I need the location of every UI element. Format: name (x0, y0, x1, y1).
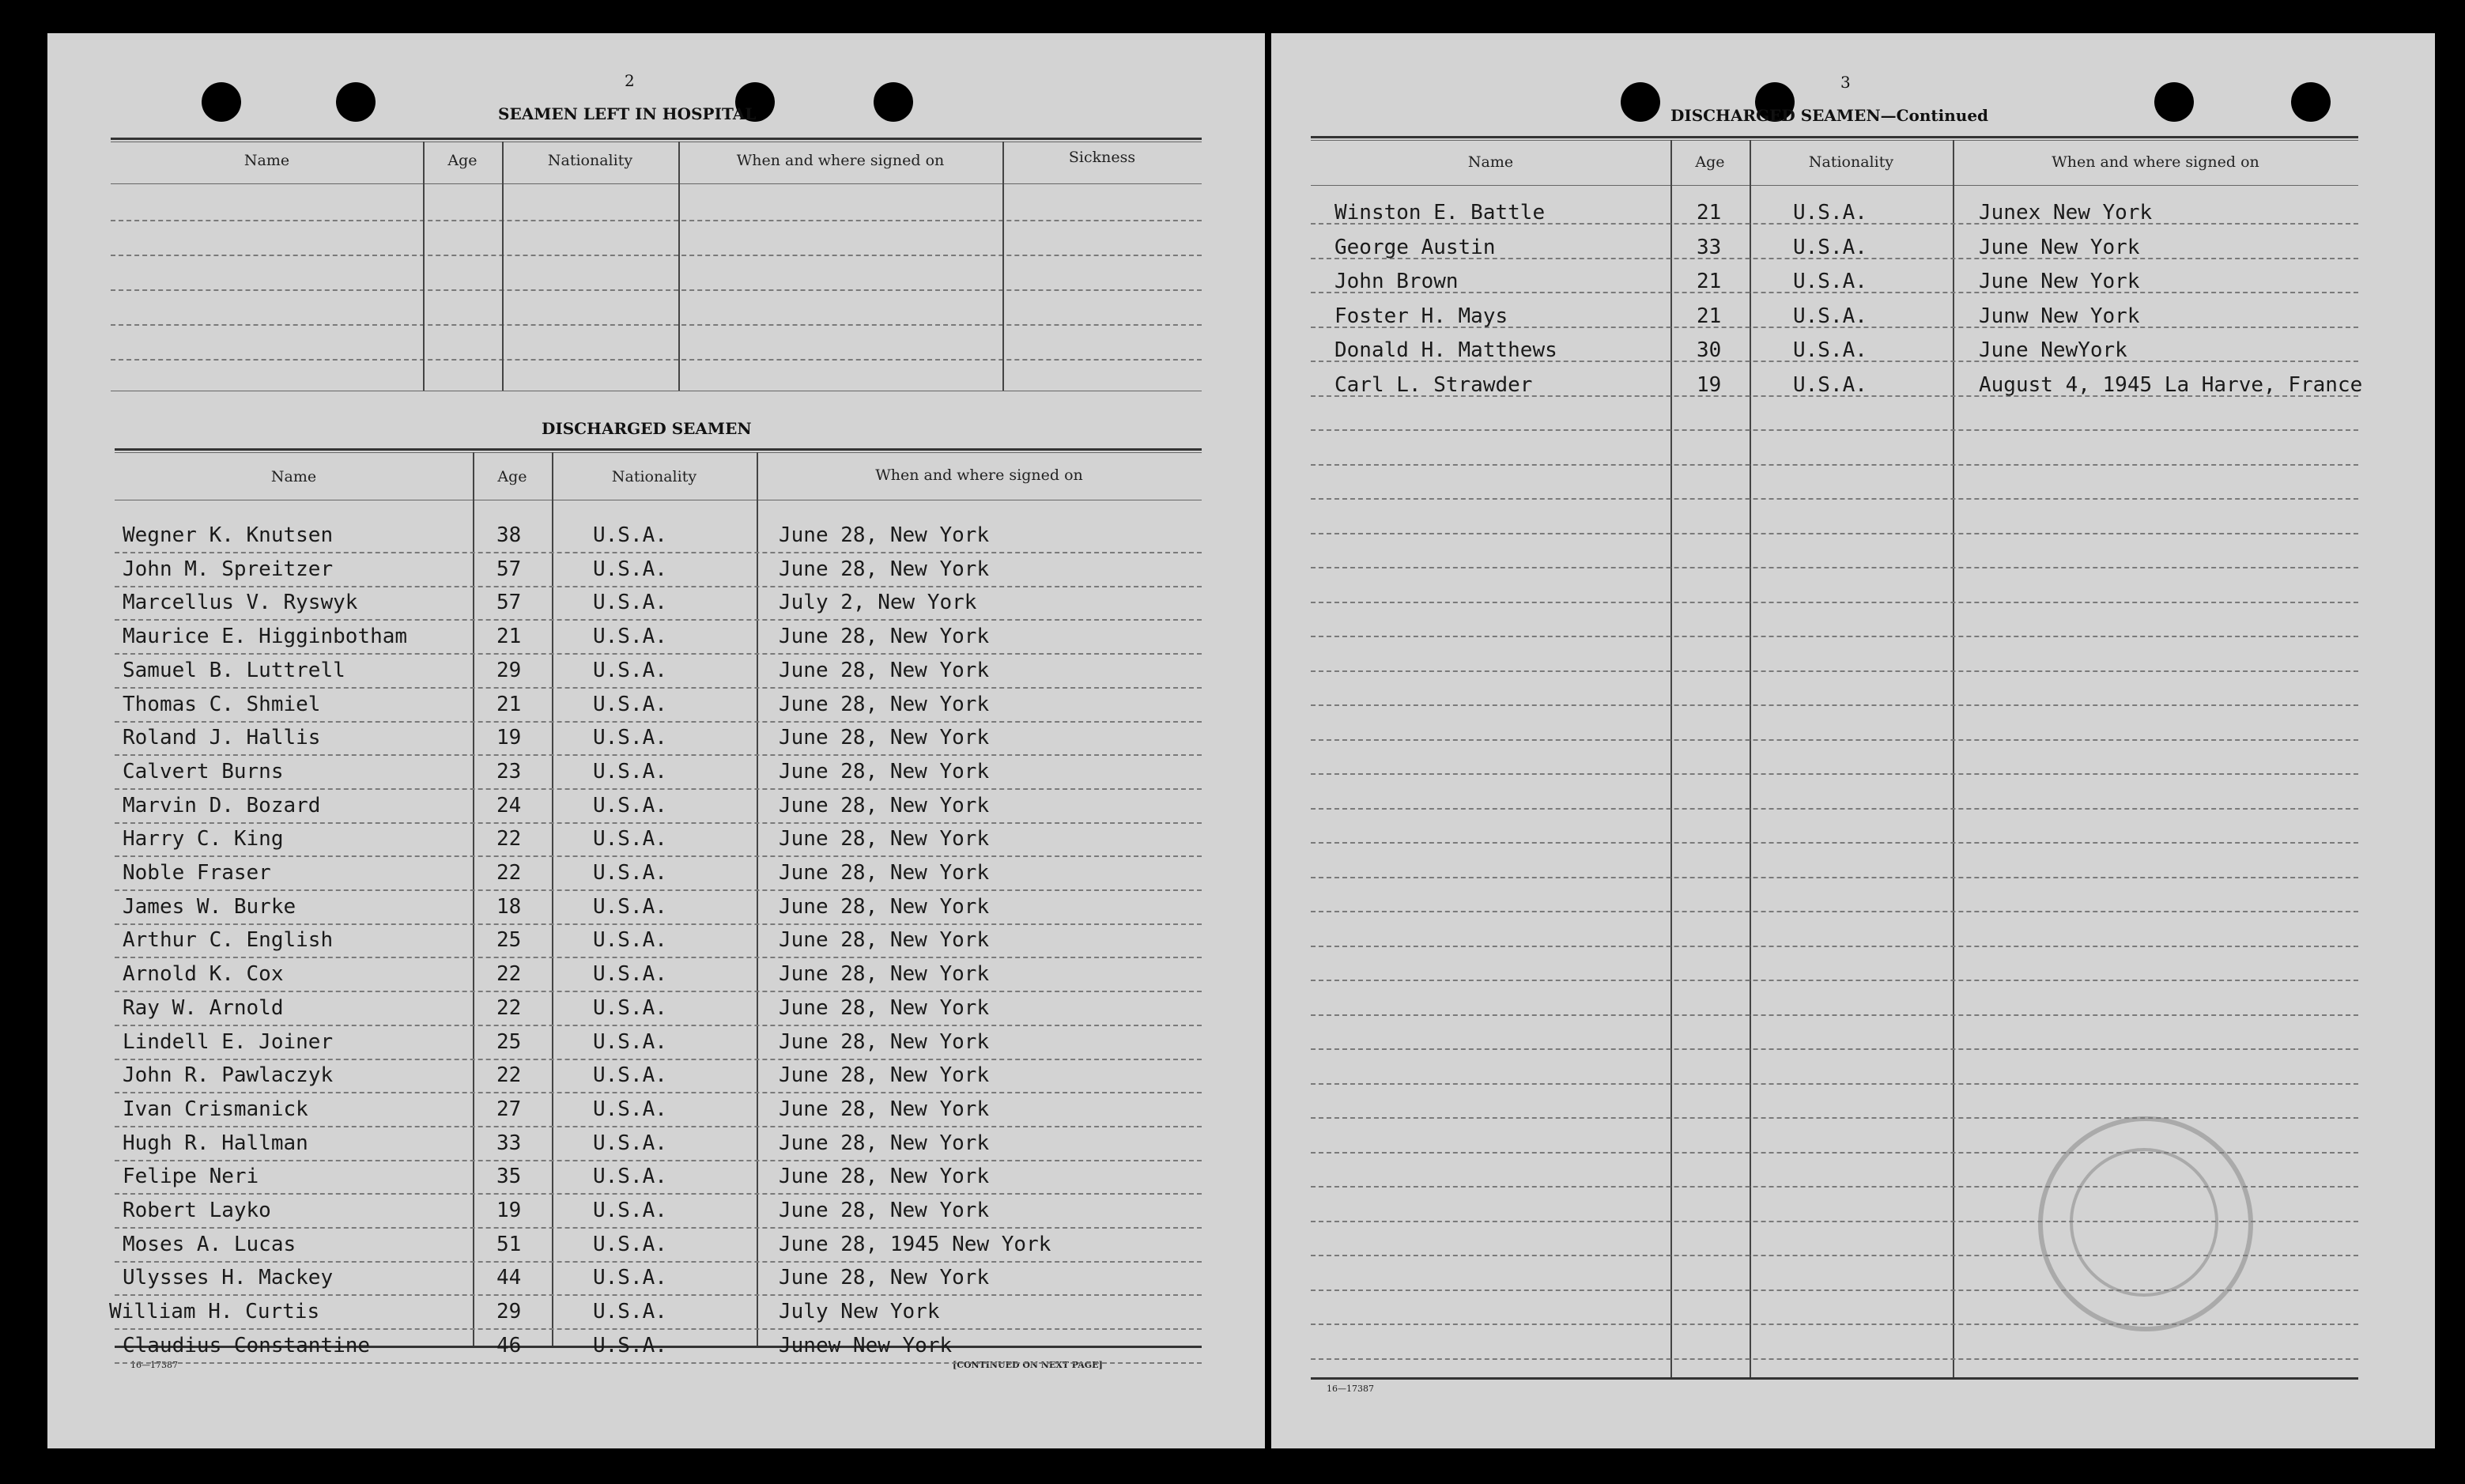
row-rule (115, 1227, 1202, 1229)
seaman-age: 29 (496, 1300, 522, 1324)
seaman-name: John Brown (1334, 270, 1459, 293)
seaman-age: 27 (496, 1097, 522, 1121)
seaman-signed-on: June 28, New York (779, 759, 990, 784)
column-header-signed-on: When and where signed on (2052, 153, 2259, 171)
row-rule (1311, 911, 2358, 912)
row-rule (111, 359, 1202, 361)
seaman-signed-on: June 28, New York (779, 625, 990, 649)
punch-hole (2154, 82, 2194, 122)
seaman-signed-on: June 28, New York (779, 995, 990, 1020)
seaman-signed-on: June 28, New York (779, 894, 990, 919)
seaman-name: William H. Curtis (109, 1300, 320, 1324)
seaman-signed-on: June 28, New York (779, 827, 990, 852)
column-header-age: Age (447, 152, 478, 169)
page-number: 3 (1840, 73, 1851, 92)
seaman-name: Wegner K. Knutsen (123, 523, 334, 547)
seaman-name: John M. Spreitzer (123, 557, 334, 581)
seaman-name: Claudius Constantine (123, 1333, 371, 1358)
seaman-signed-on: June 28, New York (779, 962, 990, 987)
seaman-age: 25 (496, 928, 522, 953)
seaman-name: Hugh R. Hallman (123, 1131, 308, 1155)
seaman-name: James W. Burke (123, 894, 296, 919)
row-rule (115, 822, 1202, 824)
seaman-name: George Austin (1334, 235, 1496, 259)
seaman-signed-on: June New York (1979, 270, 2140, 293)
column-divider (1002, 142, 1004, 391)
column-divider (423, 142, 425, 391)
row-rule (115, 1193, 1202, 1195)
seaman-nationality: U.S.A. (593, 591, 667, 615)
seaman-signed-on: June NewYork (1979, 338, 2127, 362)
seaman-name: Marvin D. Bozard (123, 793, 321, 818)
seaman-signed-on: July New York (779, 1300, 940, 1324)
seaman-age: 19 (496, 1199, 522, 1222)
row-rule (1311, 602, 2358, 603)
seaman-name: Thomas C. Shmiel (123, 692, 321, 716)
seaman-age: 22 (496, 962, 522, 987)
seaman-nationality: U.S.A. (593, 894, 667, 919)
seaman-signed-on: August 4, 1945 La Harve, France (1979, 372, 2363, 397)
seaman-signed-on: June 28, New York (779, 1165, 990, 1189)
seaman-age: 21 (1697, 201, 1722, 225)
seaman-signed-on: Junex New York (1979, 201, 2153, 225)
seaman-age: 21 (1697, 270, 1722, 293)
seaman-name: Marcellus V. Ryswyk (123, 591, 358, 615)
seaman-nationality: U.S.A. (593, 827, 667, 852)
page-number: 2 (625, 71, 635, 90)
row-rule (1311, 1221, 2358, 1222)
seaman-name: Maurice E. Higginbotham (123, 625, 408, 649)
table-rule (111, 183, 1202, 184)
seaman-age: 22 (496, 861, 522, 885)
row-rule (115, 721, 1202, 723)
seaman-nationality: U.S.A. (593, 1131, 667, 1155)
seaman-nationality: U.S.A. (593, 1266, 667, 1290)
seaman-signed-on: June 28, New York (779, 523, 990, 547)
row-rule (1311, 1152, 2358, 1154)
seaman-age: 22 (496, 827, 522, 852)
seaman-age: 22 (496, 995, 522, 1020)
seaman-age: 51 (496, 1232, 522, 1256)
row-rule (115, 552, 1202, 553)
seaman-age: 24 (496, 793, 522, 818)
row-rule (115, 957, 1202, 958)
row-rule (1311, 1255, 2358, 1256)
seaman-signed-on: June 28, New York (779, 928, 990, 953)
seaman-signed-on: June 28, New York (779, 658, 990, 682)
seaman-name: Carl L. Strawder (1334, 372, 1533, 397)
seaman-nationality: U.S.A. (593, 523, 667, 547)
column-divider (678, 142, 680, 391)
seaman-nationality: U.S.A. (593, 1097, 667, 1121)
row-rule (1311, 877, 2358, 878)
seaman-name: Arnold K. Cox (123, 962, 284, 987)
seaman-signed-on: June 28, New York (779, 1097, 990, 1121)
seaman-age: 57 (496, 557, 522, 581)
form-number: 16—17387 (130, 1360, 178, 1370)
row-rule (115, 889, 1202, 891)
seaman-age: 46 (496, 1333, 522, 1358)
seaman-age: 33 (496, 1131, 522, 1155)
section-title: DISCHARGED SEAMEN—Continued (1670, 106, 1989, 125)
seaman-nationality: U.S.A. (593, 928, 667, 953)
row-rule (1311, 704, 2358, 706)
table-rule (1311, 1377, 2358, 1380)
discharged-section-title: DISCHARGED SEAMEN (542, 419, 752, 438)
seaman-name: Roland J. Hallis (123, 726, 321, 750)
row-rule (115, 1362, 1202, 1364)
row-rule (115, 1059, 1202, 1060)
seaman-name: Ulysses H. Mackey (123, 1266, 334, 1290)
seaman-nationality: U.S.A. (1793, 304, 1867, 328)
punch-hole (202, 82, 241, 122)
seaman-signed-on: Junew New York (779, 1333, 953, 1358)
seaman-nationality: U.S.A. (593, 1232, 667, 1256)
row-rule (115, 923, 1202, 925)
seaman-signed-on: June 28, New York (779, 557, 990, 581)
row-rule (1311, 636, 2358, 637)
column-header-age: Age (1695, 153, 1725, 171)
column-header-nationality: Nationality (547, 152, 633, 169)
punch-hole (2291, 82, 2331, 122)
seaman-name: Ivan Crismanick (123, 1097, 308, 1121)
row-rule (115, 1328, 1202, 1330)
seaman-name: Felipe Neri (123, 1165, 259, 1189)
row-rule (1311, 498, 2358, 500)
seaman-signed-on: June 28, New York (779, 1029, 990, 1054)
row-rule (1311, 533, 2358, 534)
row-rule (1311, 1014, 2358, 1016)
seaman-signed-on: June 28, New York (779, 793, 990, 818)
seaman-nationality: U.S.A. (593, 1029, 667, 1054)
seaman-signed-on: June New York (1979, 235, 2140, 259)
seaman-name: Calvert Burns (123, 759, 284, 784)
seaman-name: Ray W. Arnold (123, 995, 284, 1020)
seaman-name: Arthur C. English (123, 928, 334, 953)
column-header-nationality: Nationality (611, 468, 697, 485)
column-header-name: Name (243, 152, 290, 169)
row-rule (115, 1126, 1202, 1127)
row-rule (1311, 946, 2358, 947)
seaman-age: 21 (1697, 304, 1722, 328)
column-header-signed-on: When and where signed on (875, 466, 1083, 484)
row-rule (115, 754, 1202, 756)
column-header-sickness: Sickness (1068, 149, 1136, 166)
seaman-age: 21 (496, 692, 522, 716)
row-rule (115, 788, 1202, 790)
seaman-nationality: U.S.A. (593, 1300, 667, 1324)
continued-note: [CONTINUED ON NEXT PAGE] (953, 1360, 1103, 1370)
seaman-name: John R. Pawlaczyk (123, 1063, 334, 1088)
row-rule (1311, 1048, 2358, 1050)
seaman-age: 25 (496, 1029, 522, 1054)
table-rule (115, 448, 1202, 451)
seaman-age: 29 (496, 658, 522, 682)
row-rule (1311, 1083, 2358, 1085)
row-rule (1311, 739, 2358, 741)
row-rule (1311, 1290, 2358, 1291)
seaman-age: 30 (1697, 338, 1722, 362)
row-rule (1311, 1186, 2358, 1188)
seaman-nationality: U.S.A. (593, 692, 667, 716)
seaman-nationality: U.S.A. (593, 861, 667, 885)
seaman-signed-on: June 28, New York (779, 1063, 990, 1088)
row-rule (115, 1160, 1202, 1161)
row-rule (1311, 1358, 2358, 1360)
table-rule (1311, 185, 2358, 186)
seaman-age: 19 (496, 726, 522, 750)
seaman-nationality: U.S.A. (593, 1063, 667, 1088)
seaman-nationality: U.S.A. (1793, 338, 1867, 362)
seaman-nationality: U.S.A. (1793, 235, 1867, 259)
table-rule (1311, 140, 2358, 141)
seaman-name: Moses A. Lucas (123, 1232, 296, 1256)
seaman-age: 22 (496, 1063, 522, 1088)
seaman-age: 19 (1697, 372, 1722, 397)
column-header-nationality: Nationality (1808, 153, 1894, 171)
seaman-name: Donald H. Matthews (1334, 338, 1557, 362)
row-rule (115, 653, 1202, 655)
seaman-age: 57 (496, 591, 522, 615)
row-rule (1311, 773, 2358, 775)
seaman-age: 35 (496, 1165, 522, 1189)
column-header-signed-on: When and where signed on (736, 152, 945, 169)
left-page (47, 33, 1265, 1448)
seaman-signed-on: June 28, 1945 New York (779, 1232, 1051, 1256)
seaman-name: Robert Layko (123, 1199, 271, 1222)
table-rule (115, 452, 1202, 453)
official-stamp-inner (2070, 1148, 2218, 1297)
seaman-name: Foster H. Mays (1334, 304, 1508, 328)
seaman-signed-on: June 28, New York (779, 861, 990, 885)
row-rule (111, 255, 1202, 256)
punch-hole (336, 82, 376, 122)
table-rule (1311, 136, 2358, 138)
row-rule (1311, 808, 2358, 810)
seaman-signed-on: June 28, New York (779, 1199, 990, 1222)
row-rule (115, 991, 1202, 992)
row-rule (115, 687, 1202, 689)
column-header-name: Name (1467, 153, 1514, 171)
seaman-name: Harry C. King (123, 827, 284, 852)
row-rule (1311, 567, 2358, 568)
seaman-age: 38 (496, 523, 522, 547)
form-number: 16—17387 (1327, 1384, 1374, 1394)
seaman-nationality: U.S.A. (1793, 270, 1867, 293)
column-divider (502, 142, 504, 391)
hospital-section-title: SEAMEN LEFT IN HOSPITAL (498, 104, 757, 123)
seaman-name: Winston E. Battle (1334, 201, 1546, 225)
row-rule (1311, 1117, 2358, 1119)
seaman-name: Samuel B. Luttrell (123, 658, 345, 682)
row-rule (115, 1261, 1202, 1263)
table-rule (111, 138, 1202, 140)
seaman-age: 21 (496, 625, 522, 649)
row-rule (1311, 670, 2358, 672)
punch-hole (1621, 82, 1660, 122)
seaman-age: 23 (496, 759, 522, 784)
row-rule (115, 1025, 1202, 1026)
seaman-signed-on: June 28, New York (779, 1131, 990, 1155)
seaman-nationality: U.S.A. (593, 1165, 667, 1189)
row-rule (115, 1294, 1202, 1296)
seaman-nationality: U.S.A. (593, 793, 667, 818)
seaman-nationality: U.S.A. (593, 658, 667, 682)
seaman-nationality: U.S.A. (1793, 201, 1867, 225)
row-rule (115, 619, 1202, 621)
seaman-nationality: U.S.A. (593, 726, 667, 750)
row-rule (1311, 464, 2358, 466)
seaman-nationality: U.S.A. (593, 1333, 667, 1358)
row-rule (1311, 980, 2358, 981)
right-page (1271, 33, 2435, 1448)
seaman-nationality: U.S.A. (593, 625, 667, 649)
row-rule (115, 855, 1202, 857)
row-rule (115, 586, 1202, 587)
seaman-signed-on: July 2, New York (779, 591, 977, 615)
seaman-age: 44 (496, 1266, 522, 1290)
row-rule (1311, 1324, 2358, 1325)
seaman-nationality: U.S.A. (593, 759, 667, 784)
seaman-signed-on: June 28, New York (779, 692, 990, 716)
row-rule (111, 289, 1202, 291)
seaman-signed-on: June 28, New York (779, 1266, 990, 1290)
row-rule (111, 220, 1202, 221)
seaman-nationality: U.S.A. (593, 1199, 667, 1222)
seaman-age: 33 (1697, 235, 1722, 259)
column-header-age: Age (497, 468, 527, 485)
seaman-name: Noble Fraser (123, 861, 271, 885)
punch-hole (874, 82, 913, 122)
seaman-name: Lindell E. Joiner (123, 1029, 334, 1054)
row-rule (111, 324, 1202, 326)
seaman-signed-on: June 28, New York (779, 726, 990, 750)
seaman-nationality: U.S.A. (1793, 372, 1867, 397)
seaman-nationality: U.S.A. (593, 557, 667, 581)
seaman-nationality: U.S.A. (593, 995, 667, 1020)
seaman-age: 18 (496, 894, 522, 919)
column-header-name: Name (270, 468, 317, 485)
seaman-signed-on: Junw New York (1979, 304, 2140, 328)
row-rule (115, 1092, 1202, 1093)
row-rule (1311, 429, 2358, 431)
seaman-nationality: U.S.A. (593, 962, 667, 987)
row-rule (1311, 842, 2358, 844)
